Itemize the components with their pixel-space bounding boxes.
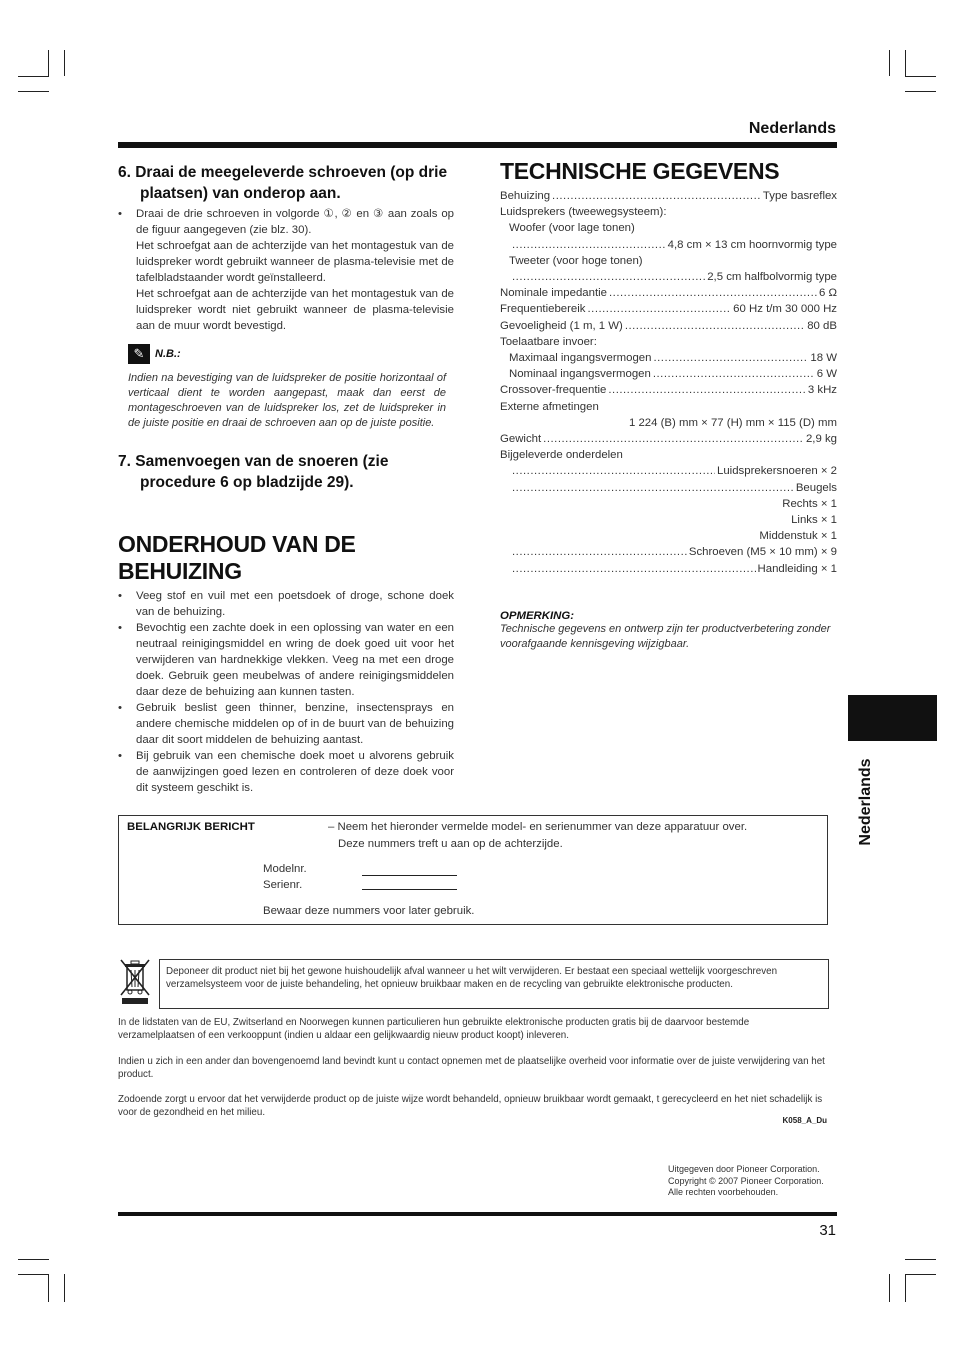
top-rule: [118, 142, 837, 148]
pencil-note-icon: ✎: [128, 344, 150, 364]
spec-row-accessory: ..... Handleiding × 1: [500, 561, 837, 577]
serial-label: Serienr.: [263, 879, 303, 891]
step-7-heading: 7. Samenvoegen van de snoeren (zie procedure 6 op bladzijde 29).: [118, 453, 389, 491]
page-number: 31: [819, 1222, 836, 1239]
nb-note-text: Indien na bevestiging van de luidspreker de positie horizontaal of verticaal dient te worden aangepast, maak dan eerst de montageschroeven van de luidspreker los, zet de luidspreker in de juiste positie en draai de schroeven aan op de juiste positie.: [128, 372, 446, 429]
weee-notice-box: [159, 959, 829, 1009]
notice-line-1: – Neem het hieronder vermelde model- en serienummer van deze apparatuur over.: [328, 821, 748, 833]
list-item: • Bij gebruik van een chemische doek moet u alvorens gebruik de aanwijzingen goed lezen en controleren of deze doek voor dit systeem geschikt is.: [118, 750, 454, 794]
spec-afmetingen-label: Externe afmetingen: [500, 400, 599, 413]
left-column: [118, 162, 454, 796]
weee-paragraph-3: Zodoende zorgt u ervoor dat het verwijderde product op de juiste wijze wordt behandeld, opnieuw bruikbaar wordt gemaakt, t gerecycleerd en het niet schadelijk is voor de gezondheid en het milieu.: [118, 1094, 823, 1118]
specs-note-text: Technische gegevens en ontwerp zijn ter productverbetering zonder voorafgaande kennisgeving wijzigbaar.: [500, 622, 831, 650]
spec-onderdelen-label: Bijgeleverde onderdelen: [500, 449, 623, 462]
spec-row-woofer: ..... 4,8 cm × 13 cm hoornvormig type: [500, 237, 837, 253]
weee-paragraph-2: Indien u zich in een ander dan bovengenoemd land bevindt kunt u contact opnemen met de plaatselijke overheid voor informatie over de juiste verwijdering van het product.: [118, 1056, 825, 1080]
notice-line-2: Deze nummers treft u aan op de achterzijde.: [338, 838, 563, 850]
spec-row-accessory: ..... Schroeven (M5 × 10 mm) × 9: [500, 544, 837, 560]
serial-number-line[interactable]: [362, 889, 457, 890]
spec-accessory: Links × 1: [791, 514, 837, 527]
spec-row-impedantie: Nominale impedantie ..... 6 Ω: [500, 285, 837, 301]
spec-row-behuizing: Behuizing ..... Type basreflex: [500, 188, 837, 204]
spec-row-nom-vermogen: Nominaal ingangsvermogen ..... 6 W: [500, 366, 837, 382]
spec-row-gewicht: Gewicht ..... 2,9 kg: [500, 431, 837, 447]
nb-label: N.B.:: [155, 348, 181, 360]
weee-code: K058_A_Du: [782, 1116, 827, 1125]
header-language: Nederlands: [748, 120, 836, 137]
spec-row-gevoeligheid: Gevoeligheid (1 m, 1 W) ..... 80 dB: [500, 318, 837, 334]
step-6-heading: 6. Draai de meegeleverde schroeven (op drie plaatsen) van onderop aan.: [118, 164, 448, 202]
bottom-rule: [118, 1212, 837, 1216]
maintenance-heading: ONDERHOUD VAN DE BEHUIZING: [118, 531, 356, 584]
notice-title: BELANGRIJK BERICHT: [127, 821, 255, 833]
specs-note-heading: OPMERKING:: [500, 609, 575, 622]
weee-box-text: Deponeer dit product niet bij het gewone huishoudelijk afval wanneer u het wilt verwijderen. Er bestaat een speciaal wettelijk voorgeschreven verzamelsysteem voor de juiste behandeling, het opnieuw bruikbaar maken en de recycling van gebruikte elektronische producten.: [166, 966, 778, 990]
spec-woofer-label: Woofer (voor lage tonen): [509, 222, 635, 235]
list-item: • Bevochtig een zachte doek in een oplossing van water en een neutraal reinigingsmiddel en wring de doek goed uit voor het verwijderen van hardnekkige vlekken. Veeg na met een droge doek. Gebruik geen meubelwas of andere reinigingsmiddelen daar deze de behuizing aan kunnen tasten.: [118, 622, 454, 698]
spec-row-max-vermogen: Maximaal ingangsvermogen ..... 18 W: [500, 350, 837, 366]
model-label: Modelnr.: [263, 863, 307, 875]
spec-accessory: Rechts × 1: [782, 497, 837, 510]
publisher-info: Uitgegeven door Pioneer Corporation. Copyright © 2007 Pioneer Corporation. Alle rechten voorbehouden.: [668, 1164, 824, 1197]
spec-row-accessory: ..... Luidsprekersnoeren × 2: [500, 463, 837, 479]
side-tab-block: [848, 695, 937, 741]
spec-row-crossover: Crossover-frequentie ..... 3 kHz: [500, 382, 837, 398]
weee-paragraph-1: In de lidstaten van de EU, Zwitserland en Noorwegen kunnen particulieren hun gebruikte elektronische producten gratis bij de daarvoor bestemde verzamelplaatsen of een verkooppunt (indien u aldaar een gelijkwaardig nieuw product koopt) inleveren.: [118, 1017, 750, 1041]
list-item: • Draai de drie schroeven in volgorde ①, ② en ③ aan zoals op de figuur aangegeven (zie blz. 30). Het schroefgat aan de achterzijde van het montagestuk van de luidspreker wordt gebruikt wanneer de plasma-televisie met de tafelbladstaander wordt geïnstalleerd. Het schroefgat aan de achterzijde van het montagestuk van de luidspreker wordt niet gebruikt wanneer de plasma-televisie aan de muur wordt bevestigd.: [118, 208, 454, 332]
spec-luidsprekers: Luidsprekers (tweewegsysteem):: [500, 206, 667, 219]
specs-heading: TECHNISCHE GEGEVENS: [500, 158, 780, 184]
spec-row-frequentie: Frequentiebereik ..... 60 Hz t/m 30 000 Hz: [500, 301, 837, 317]
maintenance-list: [118, 588, 454, 796]
spec-row-accessory: ..... Beugels: [500, 480, 837, 496]
list-item: • Gebruik beslist geen thinner, benzine, insectensprays en andere chemische middelen op of in de buurt van de behuizing daar dit soort middelen de behuizing aantast.: [118, 702, 454, 746]
side-language-label: Nederlands: [857, 758, 874, 846]
model-number-line[interactable]: [362, 875, 457, 876]
important-notice-box: [118, 815, 828, 925]
list-item: • Veeg stof en vuil met een poetsdoek of droge, schone doek van de behuizing.: [118, 590, 454, 618]
notice-keep-numbers: Bewaar deze nummers voor later gebruik.: [263, 905, 475, 917]
spec-accessory: Middenstuk × 1: [759, 530, 837, 543]
weee-bin-icon: [118, 958, 152, 1006]
nb-note-header: [128, 344, 454, 364]
specifications-column: [500, 158, 837, 652]
spec-afmetingen-value: 1 224 (B) mm × 77 (H) mm × 115 (D) mm: [628, 416, 837, 429]
spec-tweeter-label: Tweeter (voor hoge tonen): [509, 254, 643, 267]
spec-row-tweeter: ..... 2,5 cm halfbolvormig type: [500, 269, 837, 285]
step-6-list: [118, 206, 454, 334]
spec-invoer: Toelaatbare invoer:: [500, 335, 597, 348]
